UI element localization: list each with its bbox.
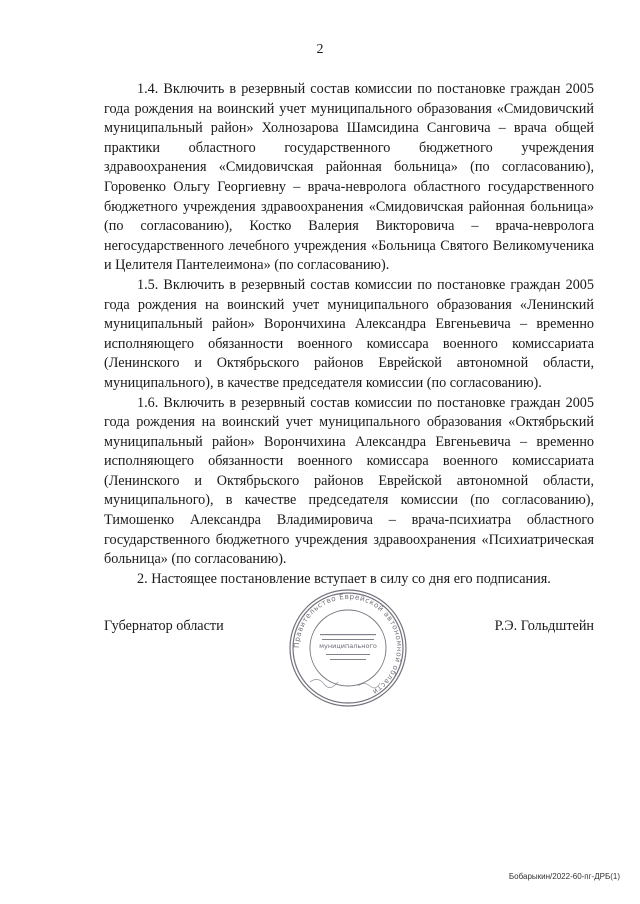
- paragraph-2: 2. Настоящее постановление вступает в силу со дня его подписания.: [137, 570, 551, 587]
- official-seal: [286, 586, 410, 710]
- seal-inner-text: муниципального: [319, 642, 377, 650]
- page-number: 2: [316, 42, 324, 57]
- signatory-title: Губернатор области: [104, 618, 224, 634]
- paragraph-1-4: 1.4. Включить в резервный состав комиссии по постановке граждан 2005 года рождения на воинский учет муниципального образования «Смидовичский муниципальный район» Холнозарова Шамсидина Санговича – врача общей практики областного государственного бюджетного учреждения здравоохранения «Смидовичская районная больница» (по согласованию), Горовенко Ольгу Георгиевну – врача-невролога областного государственного бюджетного учреждения здравоохранения «Смидовичская районная больница» (по согласованию), Костко Валерия Викторовича – врача-невролога негосударственного лечебного учреждения «Больница Святого Великомученика и Целителя Пантелеимона» (по согласованию).: [104, 81, 594, 274]
- document-code: Бобарыкин/2022-60-пг-ДРБ(1): [508, 872, 620, 881]
- paragraph-1-5: 1.5. Включить в резервный состав комиссии по постановке граждан 2005 года рождения на воинский учет муниципального образования «Ленинский муниципальный район» Ворончихина Александра Евгеньевича – временно исполняющего обязанности военного комиссара военного комиссариата (Ленинского и Октябрьского районов Еврейской автономной области, муниципального), в качестве председателя комиссии (по согласованию).: [104, 276, 594, 391]
- document-body: [104, 80, 594, 589]
- seal-ring-text: Правительство Еврейской автономной области: [291, 591, 405, 697]
- signatory-name: Р.Э. Гольдштейн: [494, 618, 594, 634]
- paragraph-1-6: 1.6. Включить в резервный состав комиссии по постановке граждан 2005 года рождения на воинский учет муниципального образования «Октябрьский муниципальный район» Ворончихина Александра Евгеньевича – временно исполняющего обязанности военного комиссара военного комиссариата (Ленинского и Октябрьского районов Еврейской автономной области, муниципального), в качестве председателя комиссии (по согласованию), Тимошенко Александра Владимировича – врача-психиатра областного государственного бюджетного учреждения здравоохранения «Психиатрическая больница» (по согласованию).: [104, 394, 594, 568]
